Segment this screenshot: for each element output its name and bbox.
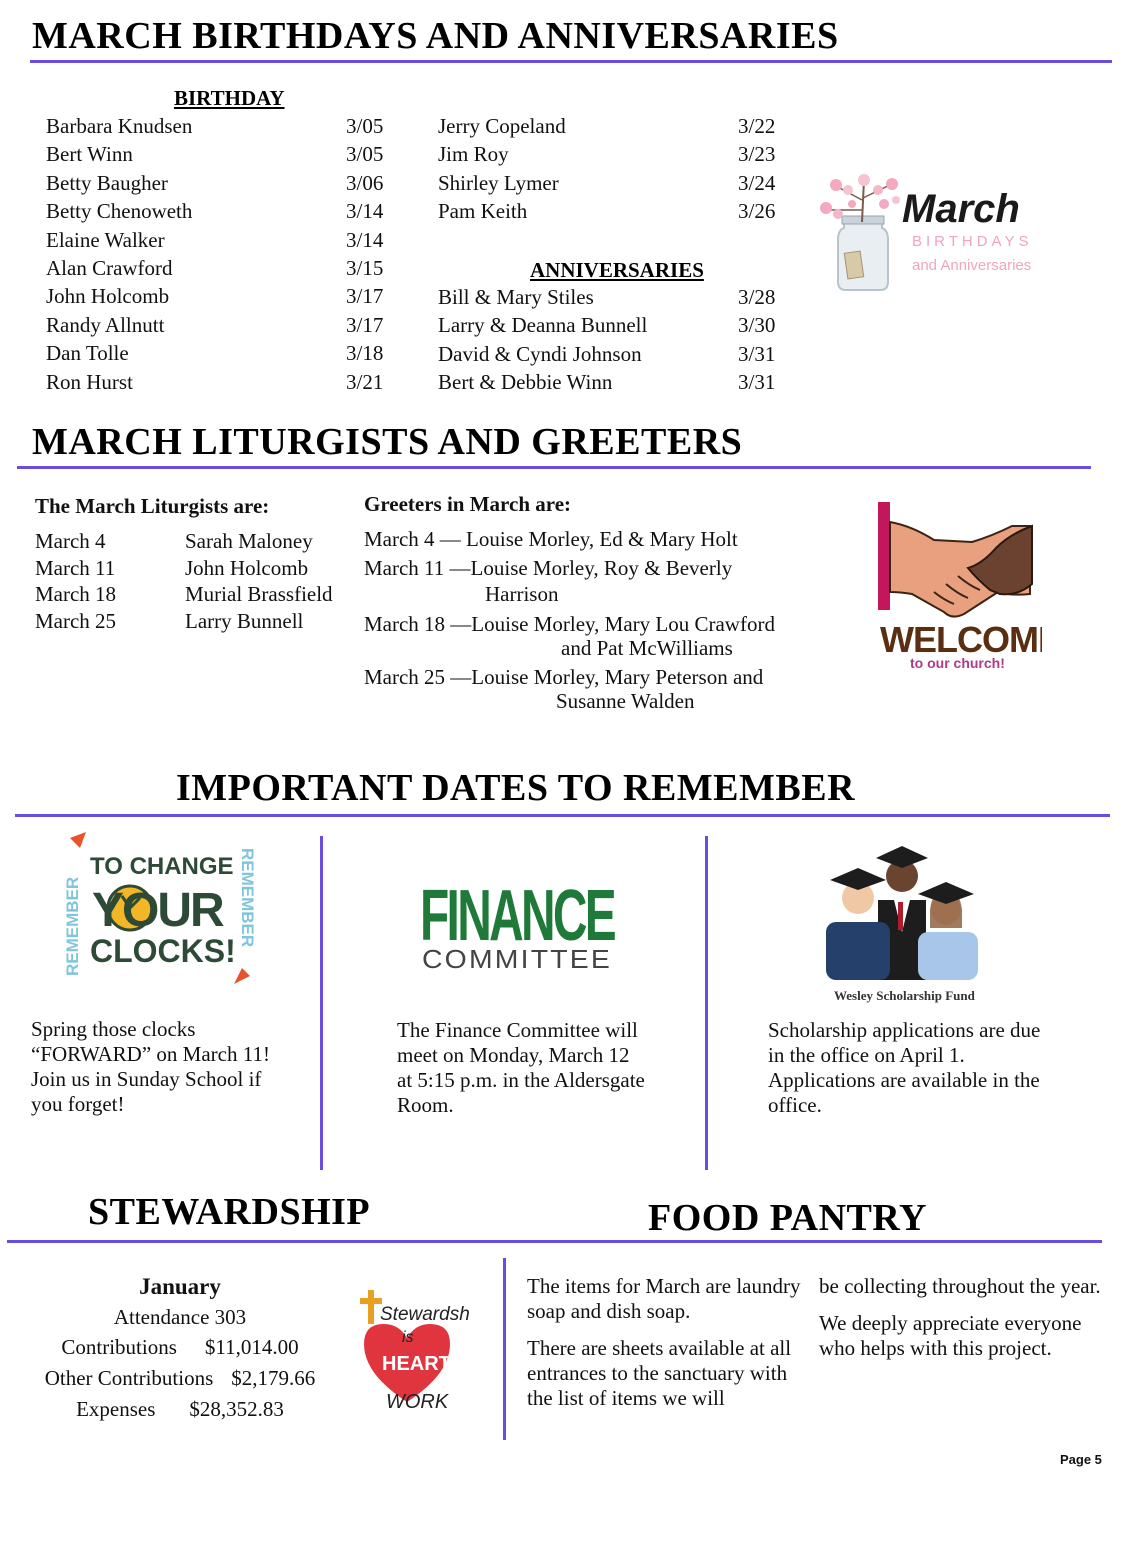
birthdays-title: MARCH BIRTHDAYS AND ANNIVERSARIES — [32, 15, 839, 57]
stewardship-summary — [20, 1272, 340, 1425]
stewardship-row: Other Contributions $2,179.66 — [44, 1366, 316, 1390]
dates-divider-1 — [320, 836, 323, 1170]
svg-text:BIRTHDAYS: BIRTHDAYS — [912, 233, 1033, 250]
list-item: March 25 —Louise Morley, Mary Peterson and — [364, 665, 764, 689]
food-paragraph: The items for March are laundry soap and dish soap. — [527, 1274, 801, 1323]
list-item: Ron Hurst 3/21 — [46, 369, 384, 394]
birthdays-rule — [30, 60, 1112, 63]
welcome-graphic — [872, 496, 1042, 676]
dates-title: IMPORTANT DATES TO REMEMBER — [176, 767, 856, 809]
svg-text:REMEMBER: REMEMBER — [238, 848, 257, 948]
liturgists-title: MARCH LITURGISTS AND GREETERS — [32, 421, 743, 463]
list-item: Shirley Lymer 3/24 — [438, 170, 776, 195]
liturgists-rule — [17, 466, 1091, 469]
svg-text:WELCOME: WELCOM — [880, 619, 1038, 660]
scholarship-text: Scholarship applications are due in the office on April 1. Applications are available in the office. — [768, 1018, 1041, 1117]
svg-text:March: March — [902, 187, 1020, 231]
change-clocks-graphic — [50, 826, 270, 996]
svg-text:CLOCKS!: CLOCKS! — [90, 933, 236, 969]
svg-text:is: is — [402, 1329, 414, 1346]
list-item: March 4 — Louise Morley, Ed & Mary Holt — [364, 527, 738, 551]
list-item: Bert Winn 3/05 — [46, 142, 384, 167]
list-item: John Holcomb 3/17 — [46, 284, 384, 309]
svg-text:FINANCE: FINANCE — [420, 876, 616, 956]
list-item: Barbara Knudsen 3/05 — [46, 114, 384, 138]
svg-text:TO CHANGE: TO CHANGE — [90, 853, 234, 880]
stewardship-rule — [7, 1240, 1102, 1243]
march-birthdays-graphic — [812, 170, 1062, 300]
liturgists-heading: The March Liturgists are: — [35, 494, 270, 518]
svg-text:HEART: HEART — [382, 1353, 451, 1375]
svg-text:to our church!: to our church! — [910, 655, 1005, 671]
stewardship-heart-graphic — [344, 1284, 470, 1416]
page-number: Page 5 — [1060, 1452, 1102, 1467]
dates-rule — [15, 814, 1110, 817]
stewardship-title: STEWARDSHIP — [88, 1191, 371, 1233]
flower-jar-icon — [820, 174, 900, 290]
svg-text:WORK: WORK — [386, 1391, 449, 1413]
birthday-heading: BIRTHDAY — [174, 86, 285, 110]
list-item: Dan Tolle 3/18 — [46, 341, 384, 366]
list-item: Pam Keith 3/26 — [438, 199, 776, 224]
list-item: Alan Crawford 3/15 — [46, 256, 384, 281]
scholarship-caption: Wesley Scholarship Fund — [834, 988, 975, 1003]
clocks-text: Spring those clocks “FORWARD” on March 11! Join us in Sunday School if you forget! — [31, 1017, 270, 1116]
food-paragraph: We deeply appreciate everyone who helps with this project. — [819, 1311, 1082, 1360]
food-paragraph: be collecting throughout the year. — [819, 1274, 1101, 1298]
birthday-list-col1 — [46, 112, 383, 396]
list-item: March 18 Murial Brassfield — [35, 582, 333, 606]
food-col1 — [527, 1274, 807, 1411]
anniversaries-heading: ANNIVERSARIES — [530, 258, 704, 282]
scholarship-graphic — [820, 836, 990, 1006]
svg-text:REMEMBER: REMEMBER — [63, 876, 82, 976]
list-item: Betty Baugher 3/06 — [46, 170, 384, 195]
handshake-icon — [878, 502, 1032, 617]
list-item: Bert & Debbie Winn 3/31 — [438, 370, 776, 395]
finance-text: The Finance Committee will meet on Monday, March 12 at 5:15 p.m. in the Aldersgate Room. — [397, 1018, 645, 1117]
food-col2 — [819, 1274, 1109, 1361]
anniversaries-list — [438, 283, 775, 397]
list-item: March 11 —Louise Morley, Roy & Beverly — [364, 556, 733, 580]
food-divider — [503, 1258, 506, 1440]
list-item: Jerry Copeland 3/22 — [438, 114, 776, 138]
svg-text:Stewardship: Stewardsh — [380, 1304, 470, 1325]
svg-text:YOUR: YOUR — [92, 884, 223, 937]
list-item-cont: Harrison — [485, 582, 559, 606]
stewardship-attendance: Attendance 303 — [113, 1305, 247, 1329]
finance-committee-graphic — [418, 852, 618, 972]
stewardship-row: Expenses $28,352.83 — [76, 1397, 284, 1421]
list-item: March 25 Larry Bunnell — [35, 608, 304, 633]
greeters-list — [364, 526, 844, 712]
list-item: March 11 John Holcomb — [35, 555, 309, 580]
svg-text:COMMITTEE: COMMITTEE — [422, 944, 612, 972]
food-paragraph: There are sheets available at all entrances to the sanctuary with the list of items we will — [527, 1336, 792, 1410]
list-item: Larry & Deanna Bunnell 3/30 — [438, 313, 776, 338]
list-item-cont: Susanne Walden — [556, 689, 695, 713]
list-item: Betty Chenoweth 3/14 — [46, 199, 384, 224]
food-pantry-title: FOOD PANTRY — [648, 1197, 927, 1239]
birthday-list-col2 — [438, 112, 775, 226]
list-item: Randy Allnutt 3/17 — [46, 312, 384, 337]
list-item: Jim Roy 3/23 — [438, 142, 776, 167]
graduates-icon — [826, 846, 978, 980]
list-item: David & Cyndi Johnson 3/31 — [438, 341, 776, 366]
list-item: March 18 —Louise Morley, Mary Lou Crawford — [364, 612, 775, 636]
list-item-cont: and Pat McWilliams — [561, 636, 733, 660]
stewardship-row: Contributions $11,014.00 — [61, 1335, 299, 1359]
list-item: March 4 Sarah Maloney — [35, 529, 313, 553]
dates-divider-2 — [705, 836, 708, 1170]
svg-text:and Anniversaries: and Anniversaries — [912, 257, 1032, 274]
list-item: Elaine Walker 3/14 — [46, 227, 384, 252]
list-item: Bill & Mary Stiles 3/28 — [438, 285, 776, 309]
greeters-heading: Greeters in March are: — [364, 492, 572, 516]
stewardship-month: January — [139, 1274, 221, 1299]
liturgists-list — [35, 528, 333, 634]
